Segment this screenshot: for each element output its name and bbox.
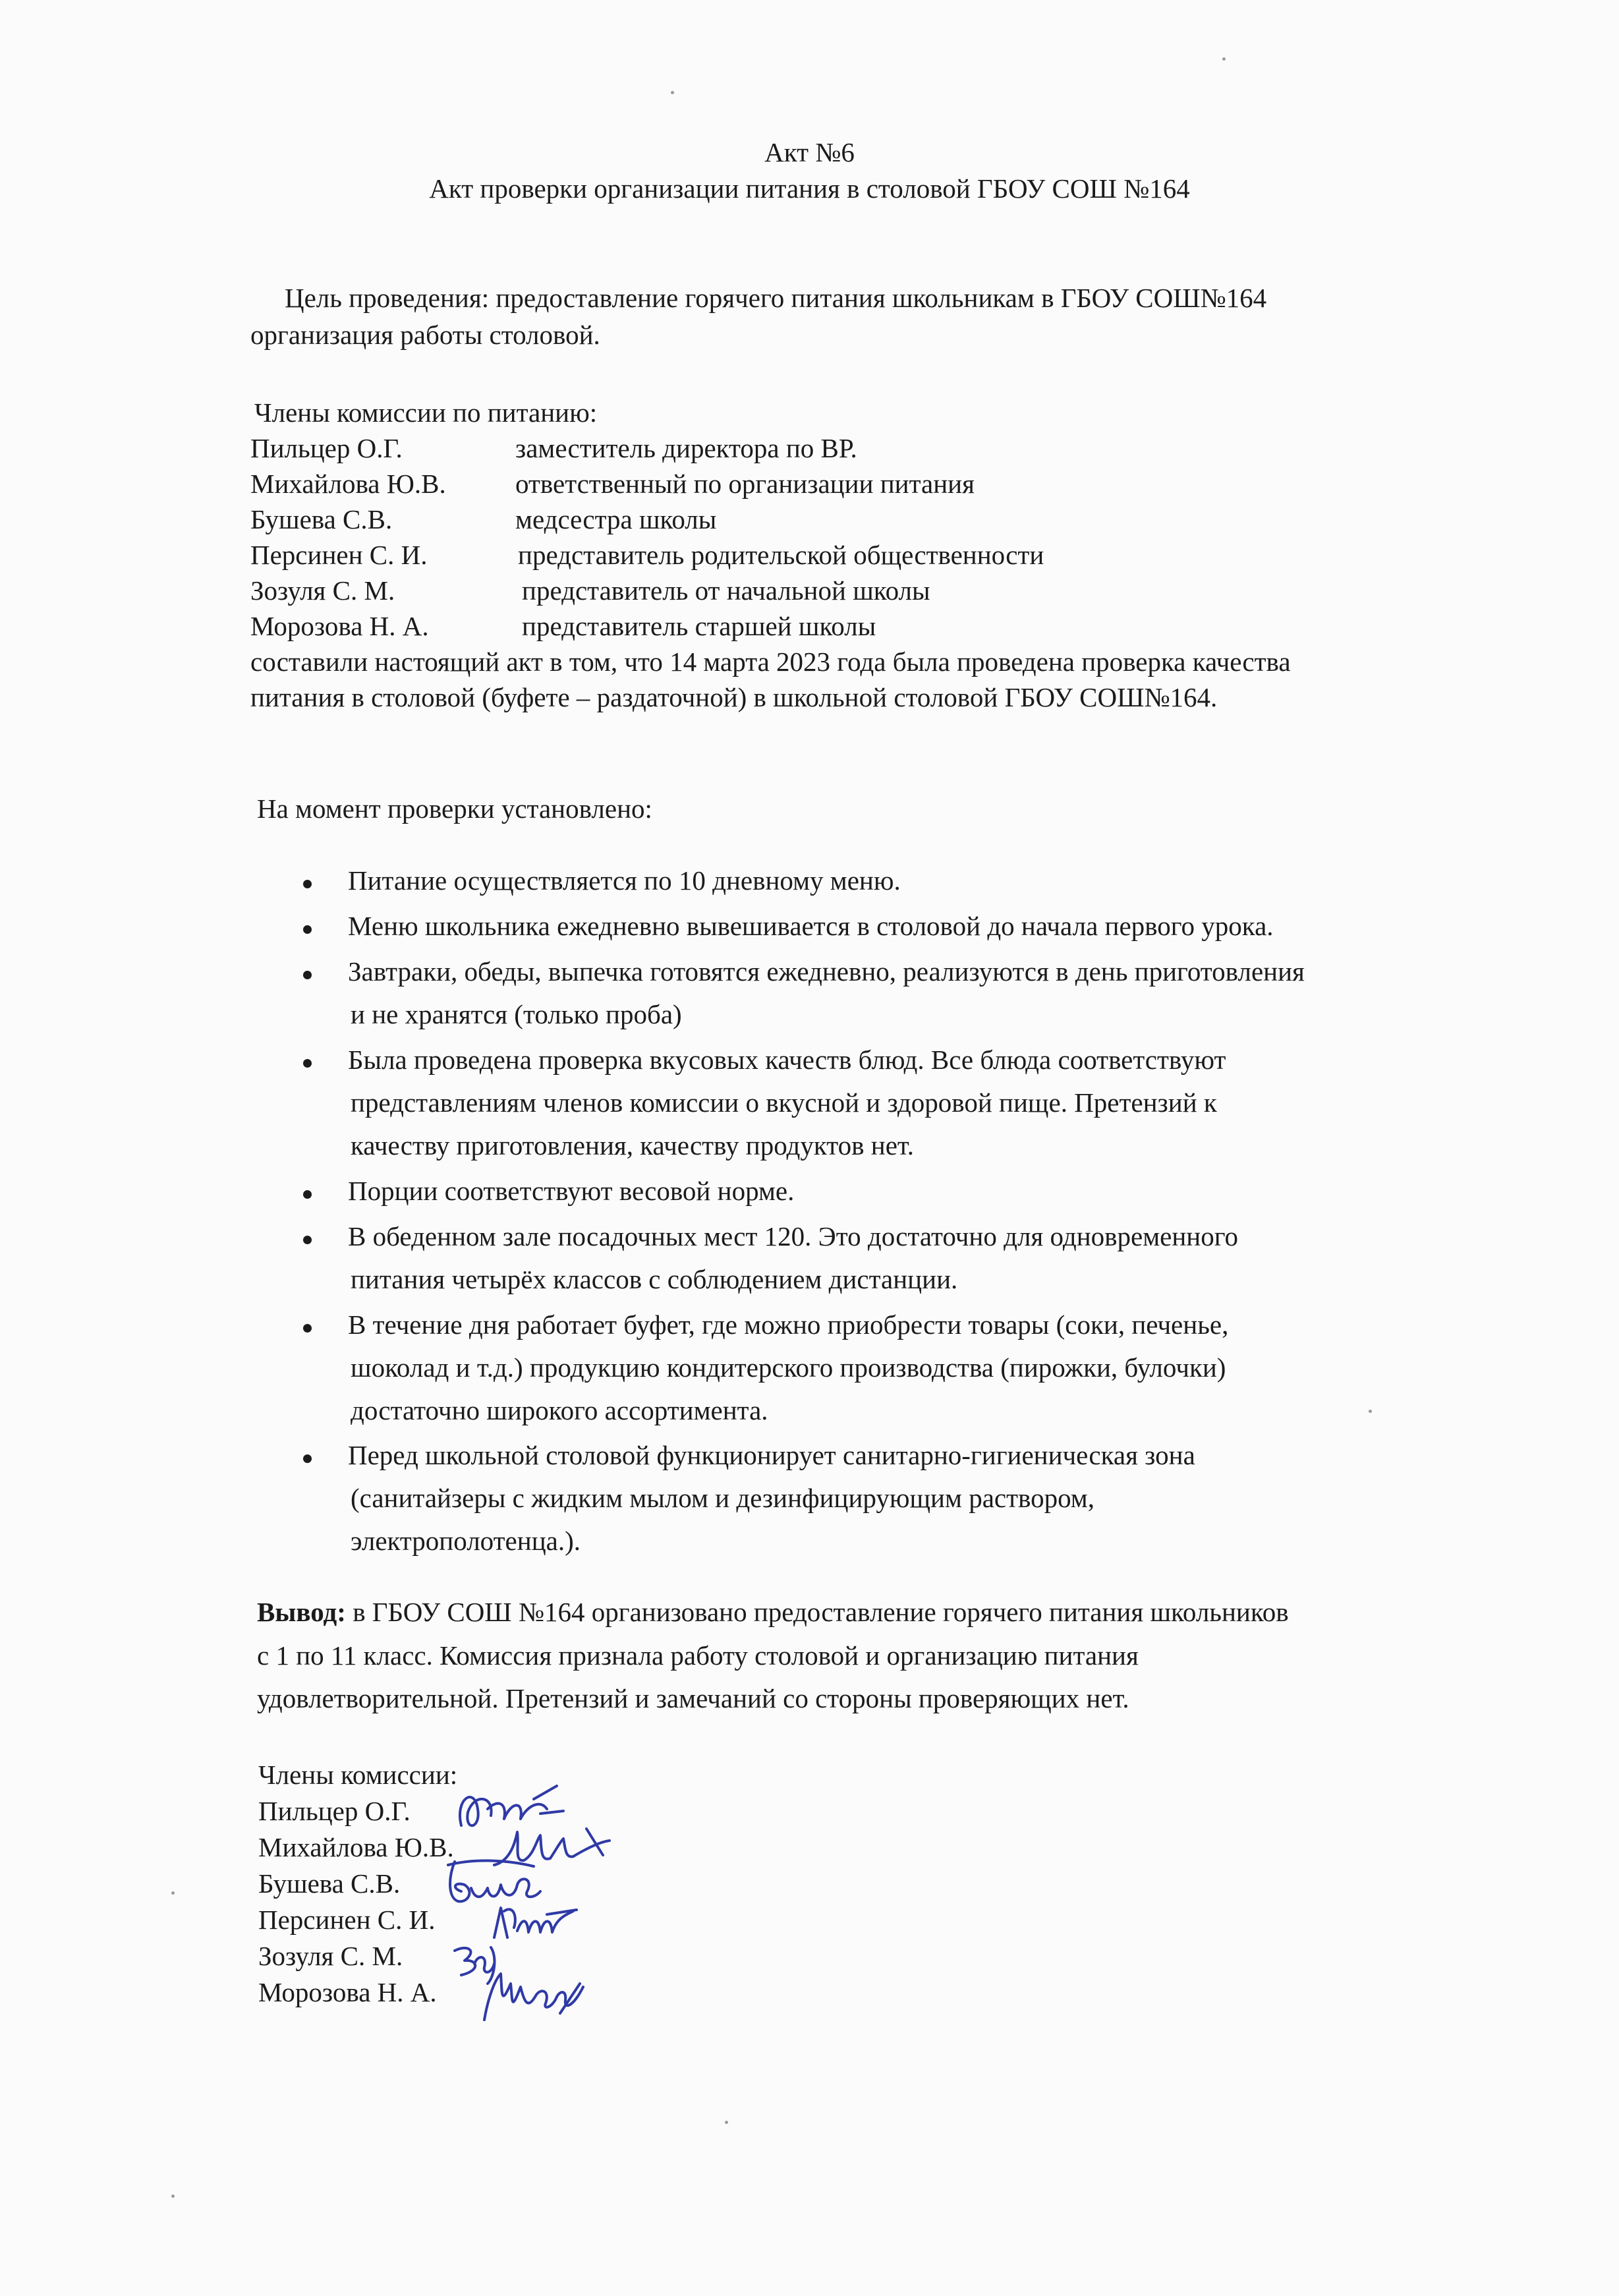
finding-line: Меню школьника ежедневно вывешивается в столовой до начала первого урока. [348, 911, 1274, 941]
findings-heading: На момент проверки установлено: [257, 793, 652, 824]
finding-line: качеству приготовления, качеству продуктов нет. [351, 1130, 914, 1161]
signatory-name: Михайлова Ю.В. [258, 1832, 454, 1862]
finding-line: представлениям членов комиссии о вкусной и здоровой пище. Претензий к [351, 1087, 1217, 1118]
member-name: Персинен С. И. [250, 540, 428, 570]
conclusion-line-2: с 1 по 11 класс. Комиссия признала работу столовой и организацию питания [257, 1640, 1139, 1671]
signatory-name: Персинен С. И. [258, 1905, 436, 1935]
commission-heading: Члены комиссии по питанию: [254, 397, 598, 428]
member-role: медсестра школы [515, 504, 717, 534]
finding-line: Питание осуществляется по 10 дневному меню. [348, 865, 901, 896]
finding-line: шоколад и т.д.) продукцию кондитерского производства (пирожки, булочки) [351, 1352, 1226, 1383]
scan-speck [1369, 1410, 1372, 1413]
purpose-line-1: Цель проведения: предоставление горячего питания школьникам в ГБОУ СОШ№164 [285, 283, 1267, 313]
finding-line: Перед школьной столовой функционирует санитарно-гигиеническая зона [348, 1440, 1195, 1470]
member-role: представитель от начальной школы [522, 575, 930, 606]
member-name: Бушева С.В. [250, 504, 393, 534]
act-number: Акт №6 [764, 137, 855, 167]
conclusion-line-3: удовлетворительной. Претензий и замечаний со стороны проверяющих нет. [257, 1683, 1129, 1713]
member-name: Зозуля С. М. [250, 575, 395, 606]
finding-line: В течение дня работает буфет, где можно приобрести товары (соки, печенье, [348, 1309, 1229, 1340]
bullet-icon [303, 1190, 312, 1199]
finding-line: достаточно широкого ассортимента. [351, 1395, 768, 1425]
conclusion-text: в ГБОУ СОШ №164 организовано предоставление горячего питания школьников [345, 1597, 1289, 1627]
act-title: Акт проверки организации питания в столовой ГБОУ СОШ №164 [429, 173, 1190, 204]
signatures-heading: Члены комиссии: [258, 1760, 458, 1790]
signatory-name: Морозова Н. А. [258, 1977, 437, 2007]
member-role: ответственный по организации питания [515, 469, 975, 499]
member-name: Пильцер О.Г. [250, 433, 403, 463]
scan-speck [671, 91, 674, 94]
bullet-icon [303, 1454, 312, 1463]
finding-line: и не хранятся (только проба) [351, 999, 682, 1029]
scan-speck [1222, 57, 1226, 61]
scan-speck [171, 2195, 175, 2198]
member-role: заместитель директора по ВР. [515, 433, 857, 463]
bullet-icon [303, 1059, 312, 1068]
finding-line: (санитайзеры с жидким мылом и дезинфицирующим раствором, [351, 1483, 1095, 1513]
conclusion-line-1 [257, 1596, 1289, 1628]
bullet-icon [303, 880, 312, 888]
scan-speck [725, 2121, 728, 2124]
member-role: представитель старшей школы [522, 611, 876, 641]
finding-line: питания четырёх классов с соблюдением дистанции. [351, 1264, 958, 1294]
bullet-icon [303, 971, 312, 979]
finding-line: Была проведена проверка вкусовых качеств блюд. Все блюда соответствуют [348, 1045, 1226, 1075]
statement-line-1: составили настоящий акт в том, что 14 марта 2023 года была проведена проверка качества [250, 646, 1291, 677]
scan-speck [171, 1891, 175, 1895]
statement-line-2: питания в столовой (буфете – раздаточной) в школьной столовой ГБОУ СОШ№164. [250, 682, 1218, 712]
member-name: Морозова Н. А. [250, 611, 429, 641]
purpose-line-2: организация работы столовой. [250, 320, 600, 350]
finding-line: электрополотенца.). [351, 1526, 581, 1556]
member-name: Михайлова Ю.В. [250, 469, 446, 499]
member-role: представитель родительской общественности [518, 540, 1044, 570]
bullet-icon [303, 925, 312, 934]
bullet-icon [303, 1324, 312, 1333]
signatory-name: Зозуля С. М. [258, 1941, 403, 1971]
signatory-name: Бушева С.В. [258, 1868, 401, 1899]
signature-morozova [474, 1961, 593, 2033]
bullet-icon [303, 1236, 312, 1244]
finding-line: В обеденном зале посадочных мест 120. Это достаточно для одновременного [348, 1221, 1239, 1251]
finding-line: Завтраки, обеды, выпечка готовятся ежедневно, реализуются в день приготовления [348, 956, 1305, 987]
conclusion-label: Вывод: [257, 1597, 346, 1627]
signatory-name: Пильцер О.Г. [258, 1796, 411, 1826]
finding-line: Порции соответствуют весовой норме. [348, 1176, 795, 1206]
